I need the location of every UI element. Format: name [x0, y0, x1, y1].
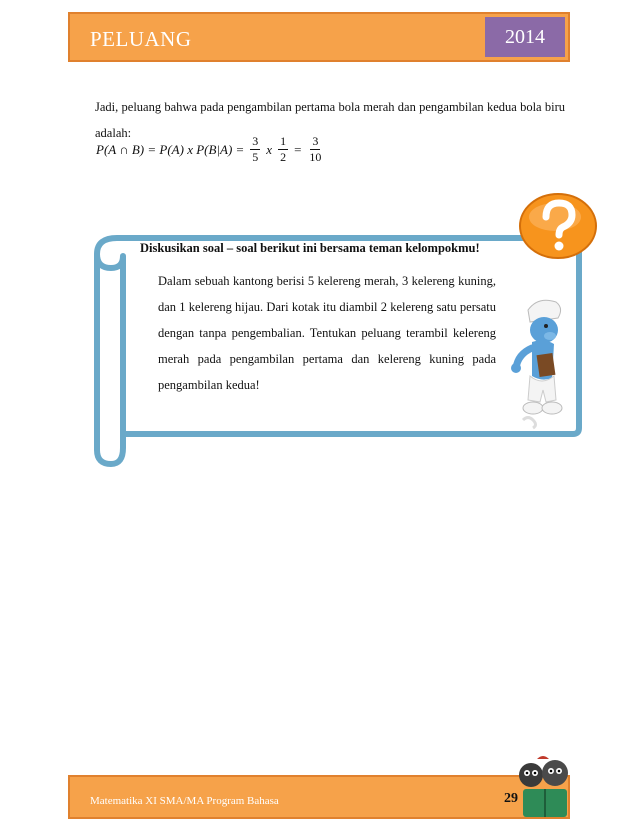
- equals-sign: =: [294, 141, 302, 157]
- fraction-3-denominator: 10: [309, 150, 322, 164]
- year-badge: 2014: [485, 17, 565, 57]
- page-footer: [68, 775, 570, 819]
- probability-formula: [96, 134, 325, 165]
- fraction-2-numerator: 1: [280, 134, 287, 148]
- page-number: 29: [504, 791, 518, 806]
- intro-paragraph: Jadi, peluang bahwa pada pengambilan pertama bola merah dan pengambilan kedua bola biru adalah:: [95, 100, 565, 140]
- footer-book-title: Matematika XI SMA/MA Program Bahasa: [90, 795, 279, 807]
- fraction-1: [250, 134, 260, 165]
- reading-animals-icon: [513, 755, 575, 821]
- discussion-title: Diskusikan soal – soal berikut ini bersama teman kelompokmu!: [140, 241, 480, 255]
- question-mark-icon: [517, 191, 599, 261]
- chapter-title: PELUANG: [90, 27, 192, 51]
- discussion-problem: Dalam sebuah kantong berisi 5 kelereng merah, 3 kelereng kuning, dan 1 kelereng hijau. Dari kotak itu diambil 2 kelereng satu persatu dengan tanpa pengembalian. Tentukan peluang terambil kelereng merah pada pengambilan pertama dan kelereng kuning pada pengambilan kedua!: [158, 274, 496, 392]
- fraction-3: [307, 134, 323, 165]
- fraction-3-numerator: 3: [312, 134, 319, 148]
- times-sign: x: [266, 141, 273, 157]
- fraction-1-numerator: 3: [252, 134, 259, 148]
- fraction-2-denominator: 2: [280, 150, 287, 164]
- smurf-character-icon: [508, 296, 570, 431]
- formula-lhs: P(A ∩ B) = P(A) x P(B|A) =: [96, 141, 245, 157]
- fraction-1-denominator: 5: [252, 150, 259, 164]
- page-header: [68, 12, 570, 62]
- fraction-2: [278, 134, 288, 165]
